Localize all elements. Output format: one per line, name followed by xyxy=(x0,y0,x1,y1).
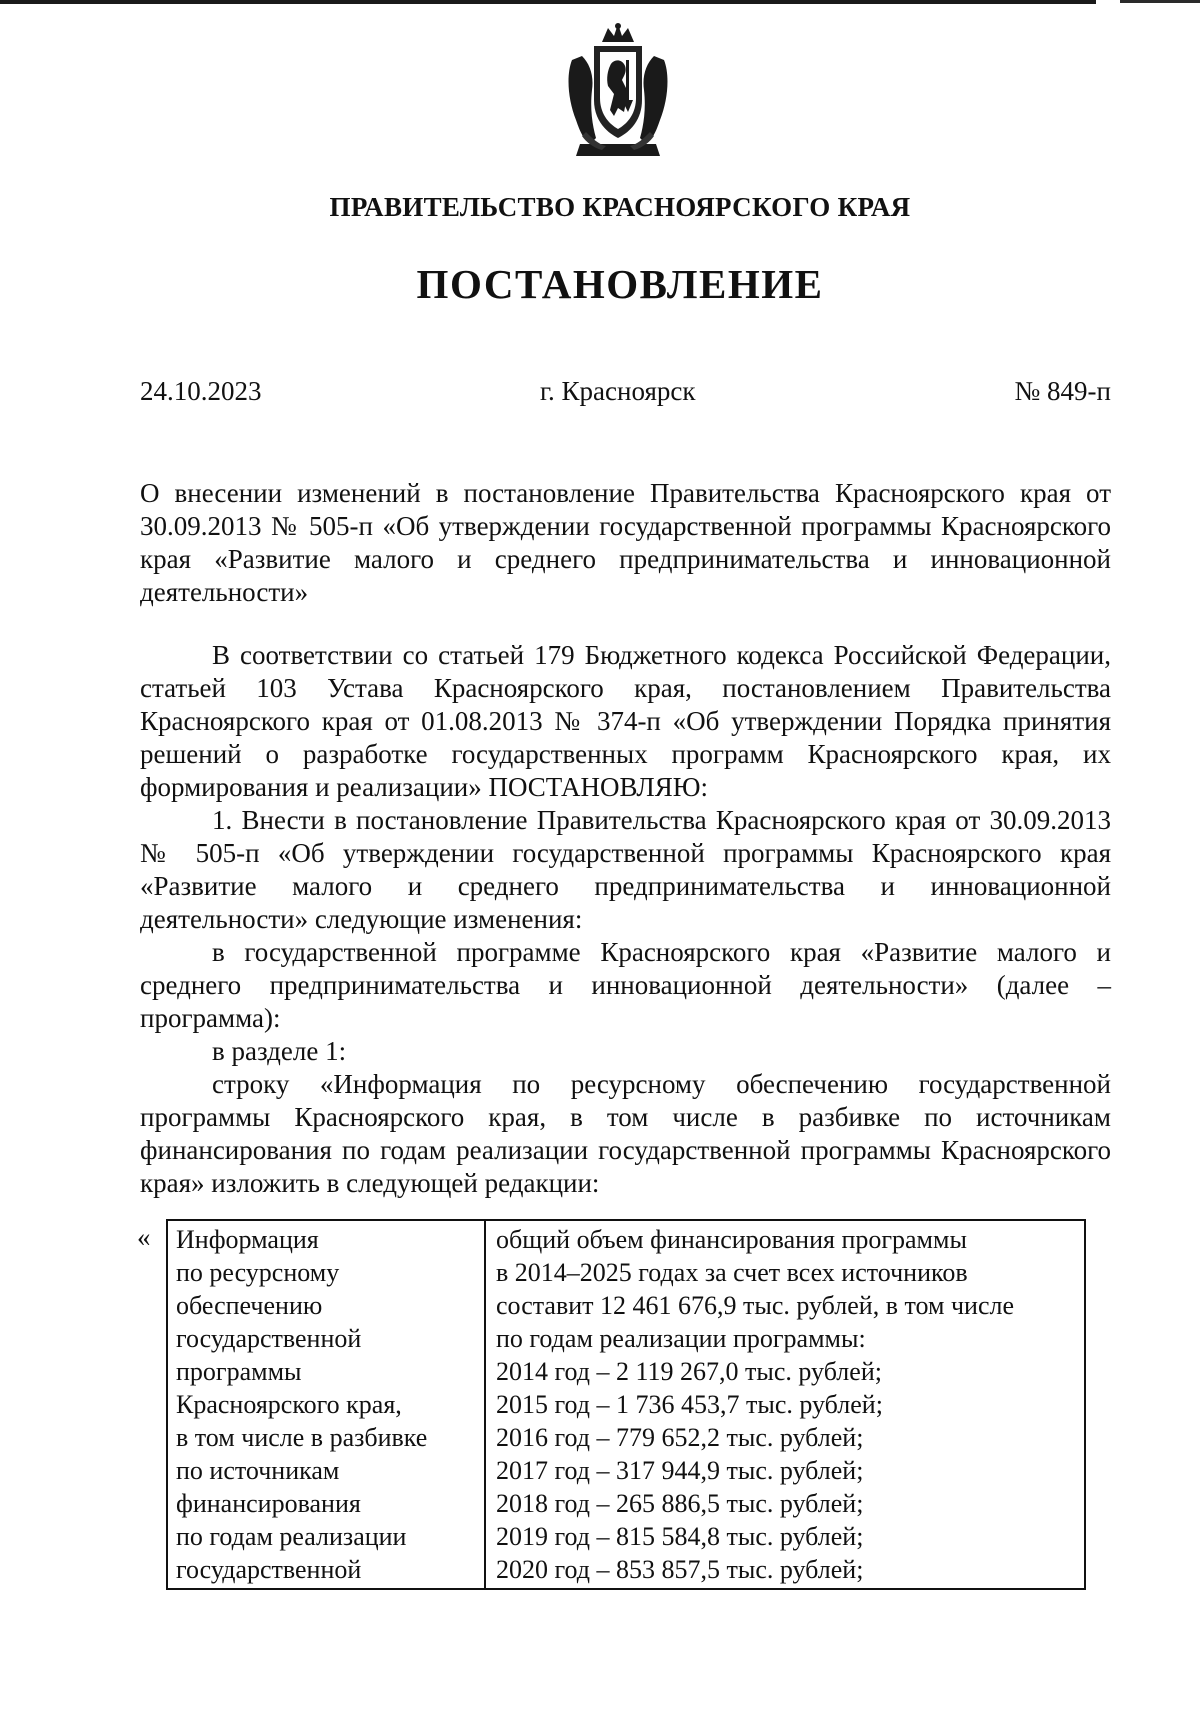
resource-info-table xyxy=(166,1219,1086,1590)
table-cell-line: Информация xyxy=(176,1225,319,1254)
table-left-column xyxy=(168,1221,486,1588)
table-cell-line: финансирования xyxy=(176,1489,361,1518)
document-type-title: ПОСТАНОВЛЕНИЕ xyxy=(416,261,824,307)
open-quote-mark: « xyxy=(137,1222,151,1252)
coat-of-arms-emblem xyxy=(562,20,674,160)
paragraph: строку «Информация по ресурсному обеспечению государственной программы Красноярского края, в том числе в разбивке по источникам финансирования по годам реализации государственной программы Красноярского края» изложить в следующей редакции: xyxy=(140,1069,1111,1198)
table-cell-line: 2016 год – 779 652,2 тыс. рублей; xyxy=(496,1423,864,1452)
table-cell-line: составит 12 461 676,9 тыс. рублей, в том числе xyxy=(496,1291,1014,1320)
table-cell-line: государственной xyxy=(176,1555,362,1584)
table-cell-line: программы xyxy=(176,1357,302,1386)
document-date: 24.10.2023 xyxy=(140,376,262,406)
table-cell-line: 2017 год – 317 944,9 тыс. рублей; xyxy=(496,1456,864,1485)
table-cell-line: по годам реализации xyxy=(176,1522,407,1551)
organization-title: ПРАВИТЕЛЬСТВО КРАСНОЯРСКОГО КРАЯ xyxy=(329,192,911,222)
subject-text: О внесении изменений в постановление Правительства Красноярского края от 30.09.2013 № 505-п «Об утверждении государственной программы Красноярского края «Развитие малого и среднего предпринимательства и инновационной деятельности» xyxy=(140,478,1111,607)
table-cell-line: общий объем финансирования программы xyxy=(496,1225,967,1254)
table-cell-line: в том числе в разбивке xyxy=(176,1423,428,1452)
scan-edge-line xyxy=(0,0,1096,4)
table-right-column xyxy=(486,1221,1084,1588)
table-cell-line: по источникам xyxy=(176,1456,340,1485)
document-number: № 849-п xyxy=(1014,376,1111,406)
document-body xyxy=(140,639,1111,1200)
table-cell-line: Красноярского края, xyxy=(176,1390,402,1419)
table-cell-line: государственной xyxy=(176,1324,362,1353)
table-cell-line: по годам реализации программы: xyxy=(496,1324,866,1353)
paragraph: в государственной программе Красноярского края «Развитие малого и среднего предпринимательства и инновационной деятельности» (далее – программа): xyxy=(140,937,1111,1033)
table-cell-line: 2015 год – 1 736 453,7 тыс. рублей; xyxy=(496,1390,883,1419)
document-place: г. Красноярск xyxy=(540,376,696,406)
table-cell-line: обеспечению xyxy=(176,1291,323,1320)
document-subject xyxy=(140,477,1111,609)
paragraph: В соответствии со статьей 179 Бюджетного кодекса Российской Федерации, статьей 103 Устава Красноярского края, постановлением Правительства Красноярского края от 01.08.2013 № 374-п «Об утверждении Порядка принятия решений о разработке государственных программ Красноярского края, их формирования и реализации» ПОСТАНОВЛЯЮ: xyxy=(140,640,1111,802)
paragraph: в разделе 1: xyxy=(212,1036,347,1066)
scan-edge-line xyxy=(1120,0,1200,3)
table-cell-line: 2019 год – 815 584,8 тыс. рублей; xyxy=(496,1522,864,1551)
table-cell-line: по ресурсному xyxy=(176,1258,340,1287)
paragraph: 1. Внести в постановление Правительства Красноярского края от 30.09.2013 № 505-п «Об утверждении государственной программы Красноярского края «Развитие малого и среднего предпринимательства и инновационной деятельности» следующие изменения: xyxy=(140,805,1111,934)
table-cell-line: в 2014–2025 годах за счет всех источников xyxy=(496,1258,968,1287)
table-cell-line: 2018 год – 265 886,5 тыс. рублей; xyxy=(496,1489,864,1518)
table-cell-line: 2020 год – 853 857,5 тыс. рублей; xyxy=(496,1555,864,1584)
table-cell-line: 2014 год – 2 119 267,0 тыс. рублей; xyxy=(496,1357,882,1386)
